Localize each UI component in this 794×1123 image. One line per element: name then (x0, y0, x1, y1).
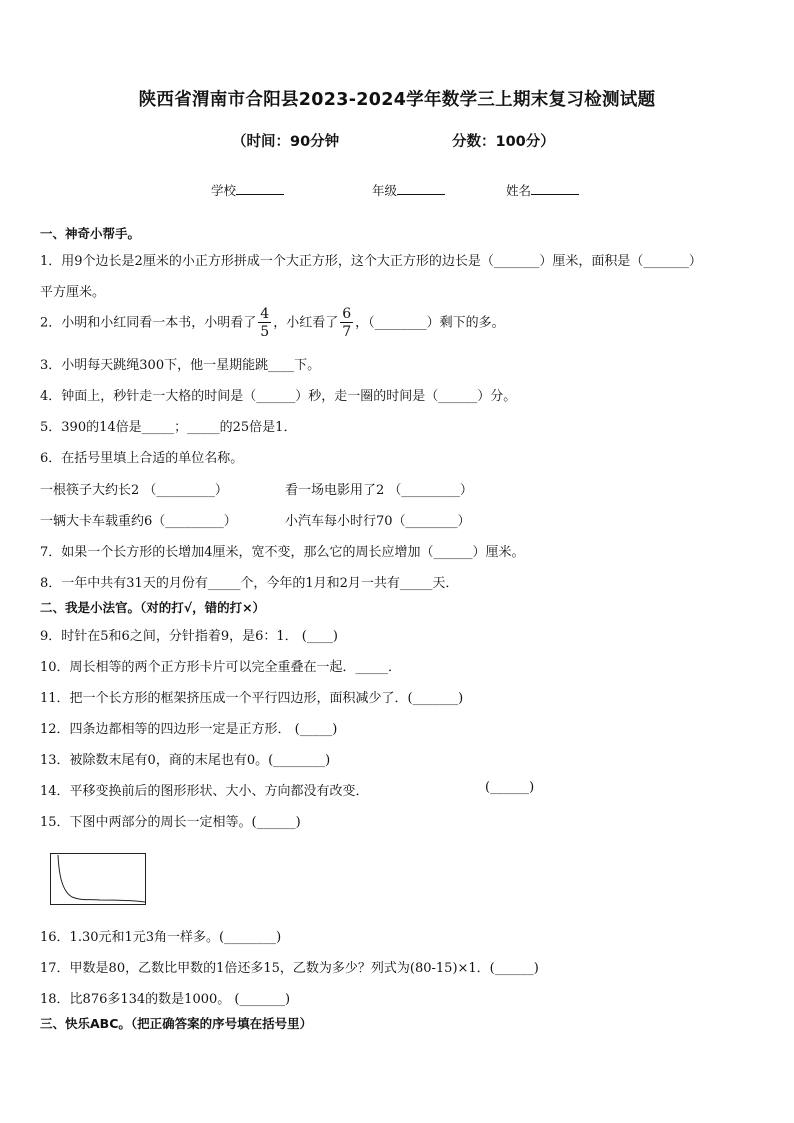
question-1-cont: 平方厘米。 (40, 285, 106, 300)
question-9: 9．时针在5和6之间，分针指着9，是6：1． (____) (40, 629, 338, 644)
question-5: 5．390的14倍是_____；_____的25倍是1． (40, 420, 297, 435)
section-3-heading: 三、快乐ABC。（把正确答案的序号填在括号里） (40, 1016, 313, 1031)
question-2-text-c: ，（________）剩下的多。 (355, 315, 505, 331)
question-7: 7．如果一个长方形的长增加4厘米，宽不变，那么它的周长应增加（______）厘米。 (40, 545, 525, 560)
question-15: 15．下图中两部分的周长一定相等。(______) (40, 815, 301, 830)
question-12: 12．四条边都相等的四边形一定是正方形． (_____) (40, 722, 338, 737)
name-field[interactable] (506, 181, 579, 199)
figure-curve (58, 855, 145, 902)
question-14: 14．平移变换前后的图形形状、大小、方向都没有改变． (40, 784, 369, 799)
question-8: 8．一年中共有31天的月份有_____个，今年的1月和2月一共有_____天． (40, 576, 459, 591)
question-18: 18．比876多134的数是1000。 (_______) (40, 992, 291, 1007)
page-title: 陕西省渭南市合阳县2023-2024学年数学三上期末复习检测试题 (138, 90, 656, 110)
question-14-answer: (______) (485, 780, 535, 795)
question-2-text-b: ，小红看了 (273, 315, 339, 331)
question-13: 13．被除数末尾有0，商的末尾也有0。(________) (40, 753, 331, 768)
fraction-numerator: 6 (342, 306, 352, 322)
exam-time: （时间：90分钟 (232, 134, 340, 150)
question-16: 16．1.30元和1元3角一样多。(________) (40, 930, 282, 945)
fraction-six-sevenths (340, 307, 353, 339)
question-6d: 小汽车每小时行70（________） (285, 514, 471, 529)
split-rectangle-figure (50, 853, 146, 905)
section-2-heading: 二、我是小法官。（对的打√，错的打×） (40, 600, 266, 615)
question-11: 11．把一个长方形的框架挤压成一个平行四边形，面积减少了．(_______) (40, 691, 464, 706)
fraction-numerator: 4 (260, 306, 270, 322)
fraction-four-fifths (258, 307, 271, 339)
question-10: 10．周长相等的两个正方形卡片可以完全重叠在一起．_____． (40, 660, 402, 675)
question-6c: 一辆大卡车载重约6（_________） (40, 514, 237, 529)
question-17: 17．甲数是80，乙数比甲数的1倍还多15，乙数为多少？列式为(80-15)×1．(______) (40, 961, 539, 976)
section-1-heading: 一、神奇小帮手。 (40, 226, 141, 241)
question-6a: 一根筷子大约长2 （_________） (40, 483, 228, 498)
question-4: 4．钟面上，秒针走一大格的时间是（______）秒，走一圈的时间是（______）分。 (40, 389, 517, 404)
name-label: 姓名 (506, 183, 532, 198)
question-6b: 看一场电影用了2 （_________） (285, 483, 473, 498)
question-2 (40, 307, 505, 339)
grade-label: 年级 (372, 183, 398, 198)
question-3: 3．小明每天跳绳300下，他一星期能跳____下。 (40, 358, 321, 373)
question-6: 6．在括号里填上合适的单位名称。 (40, 451, 244, 466)
grade-field[interactable] (372, 181, 445, 199)
exam-score: 分数：100分） (452, 134, 555, 150)
school-field[interactable] (211, 181, 284, 199)
question-2-text-a: 2．小明和小红同看一本书，小明看了 (40, 315, 257, 331)
fraction-denominator: 5 (260, 324, 270, 340)
question-1: 1．用9个边长是2厘米的小正方形拼成一个大正方形，这个大正方形的边长是（_______）厘米，面积是（_______） (40, 254, 702, 269)
fraction-denominator: 7 (342, 324, 352, 340)
school-label: 学校 (211, 183, 237, 198)
figure-outline (51, 854, 146, 905)
